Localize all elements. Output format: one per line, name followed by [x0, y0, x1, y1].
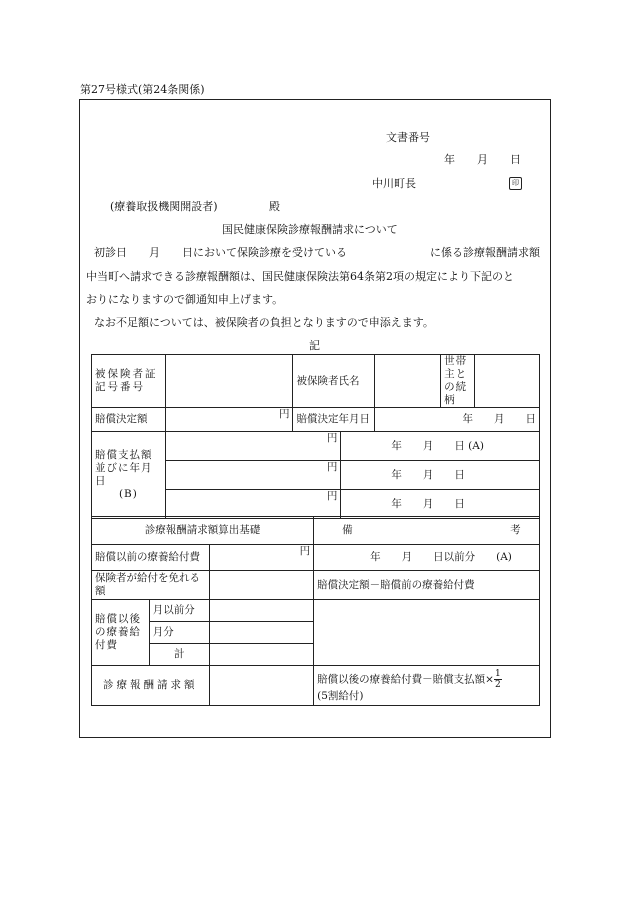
payment-label-text: 賠償支払額並びに年月日	[95, 449, 153, 487]
insured-number-value	[165, 355, 293, 408]
ki-heading: 記	[309, 339, 320, 352]
post-total-value	[209, 644, 314, 666]
decision-date-label: 賠償決定年月日	[293, 408, 375, 432]
fraction-numerator: 1	[494, 668, 501, 679]
post-benefit-note	[314, 600, 540, 666]
payment-amount-1	[165, 432, 341, 461]
yen-unit: 円	[326, 432, 338, 444]
post-before-value	[209, 600, 314, 622]
payment-date-1: 年 月 日 (A)	[341, 432, 540, 461]
calculation-table	[91, 516, 540, 706]
claim-note	[314, 666, 540, 706]
payment-amount-3	[165, 490, 341, 519]
fraction-denominator: 2	[494, 679, 501, 690]
payment-date-3: 年 月 日	[341, 490, 540, 519]
insured-number-label: 被保険者証記号番号	[92, 355, 166, 408]
insured-info-table	[91, 354, 540, 519]
yen-unit: 円	[326, 461, 338, 473]
date-line: 年 月 日	[444, 153, 521, 166]
exempt-value	[209, 571, 314, 600]
post-month-label: 月分	[149, 622, 209, 644]
body-line-4: なお不足額については、被保険者の負担となりますので申添えます。	[94, 316, 434, 329]
payment-amount-2	[165, 461, 341, 490]
claim-note-rate: (5割給付)	[317, 689, 364, 702]
yen-unit: 円	[299, 545, 311, 557]
household-value	[475, 355, 540, 408]
household-label: 世帯主との続柄	[441, 355, 475, 408]
decision-date-value: 年 月 日	[375, 408, 540, 432]
post-month-value	[209, 622, 314, 644]
body-line-3: おりになりますので御通知申上げます。	[86, 293, 284, 306]
mayor-name: 中川町長	[372, 177, 416, 190]
basis-header: 診療報酬請求額算出基礎	[92, 517, 314, 545]
insured-name-value	[375, 355, 441, 408]
payment-label	[92, 432, 166, 519]
body-line-1a: 初診日 月 日において保険診療を受けている	[94, 246, 347, 259]
pre-benefit-value	[209, 545, 314, 571]
insured-name-label: 被保険者氏名	[293, 355, 375, 408]
pre-benefit-label: 賠償以前の療養給付費	[92, 545, 210, 571]
pre-benefit-note: 年 月 日以前分 (A)	[314, 545, 540, 571]
yen-unit: 円	[278, 408, 290, 420]
honorific: 殿	[269, 200, 280, 213]
decision-amount-value	[165, 408, 293, 432]
addressee: (療養取扱機関開設者)	[110, 200, 218, 213]
body-line-2: 中当町へ請求できる診療報酬額は、国民健康保険法第64条第2項の規定により下記のと	[86, 270, 514, 283]
one-half-fraction	[494, 669, 502, 690]
claim-label: 診療報酬請求額	[92, 666, 210, 706]
post-benefit-label: 賠償以後の療養給付費	[92, 600, 150, 666]
document-number-label: 文書番号	[386, 131, 430, 144]
seal-icon: 印	[509, 175, 522, 190]
yen-unit: 円	[326, 490, 338, 502]
claim-formula: 賠償以後の療養給付費－賠償支払額×	[317, 673, 494, 685]
decision-amount-label: 賠償決定額	[92, 408, 166, 432]
post-before-label: 月以前分	[149, 600, 209, 622]
post-total-label: 計	[149, 644, 209, 666]
payment-b-mark: (B)	[118, 488, 138, 500]
notes-header: 備 考	[314, 517, 540, 545]
form-number-label: 第27号様式(第24条関係)	[80, 83, 205, 96]
exempt-note: 賠償決定額－賠償前の療養給付費	[314, 571, 540, 600]
payment-date-2: 年 月 日	[341, 461, 540, 490]
exempt-label: 保険者が給付を免れる額	[92, 571, 210, 600]
body-line-1b: に係る診療報酬請求額	[430, 246, 540, 259]
document-subject: 国民健康保険診療報酬請求について	[222, 223, 398, 236]
claim-value	[209, 666, 314, 706]
